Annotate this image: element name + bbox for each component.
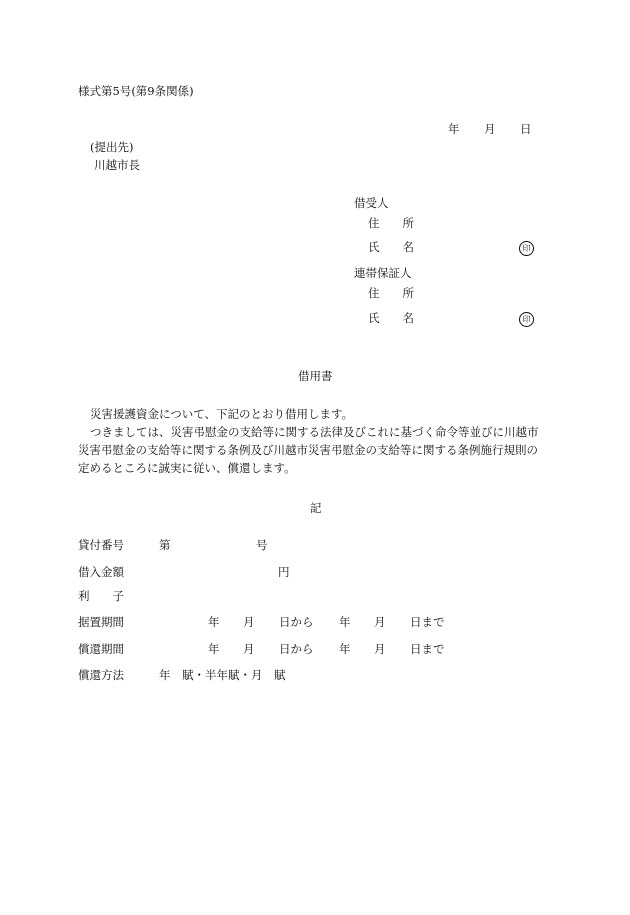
borrower-seal-icon: 印 (519, 241, 534, 256)
recipient-name: 川越市長 (94, 158, 140, 172)
repayment-year-1: 年 (208, 642, 220, 656)
repayment-month-2: 月 (374, 642, 386, 656)
deferral-label: 据置期間 (78, 615, 124, 629)
deferral-day-1: 日から (279, 615, 314, 629)
guarantor-heading: 連帯保証人 (354, 266, 412, 280)
date-year: 年 (448, 122, 460, 136)
form-label: 様式第5号(第9条関係) (78, 84, 194, 98)
deferral-month-2: 月 (374, 615, 386, 629)
guarantor-address-label: 住 所 (368, 286, 414, 300)
date-day: 日 (520, 122, 532, 136)
date-month: 月 (484, 122, 496, 136)
borrower-address-label: 住 所 (368, 216, 414, 230)
ki-heading: 記 (310, 501, 322, 515)
body-line-4: 定めるところに誠実に従い、償還します。 (78, 461, 296, 475)
repayment-day-1: 日から (279, 642, 314, 656)
loan-number-suffix: 号 (256, 538, 268, 552)
interest-label: 利 子 (78, 589, 124, 603)
recipient-label: (提出先) (90, 140, 134, 154)
deferral-month-1: 月 (243, 615, 255, 629)
loan-number-prefix: 第 (159, 538, 171, 552)
amount-unit: 円 (278, 565, 290, 579)
repayment-method-label: 償還方法 (78, 668, 124, 682)
repayment-period-label: 償還期間 (78, 642, 124, 656)
repayment-year-2: 年 (339, 642, 351, 656)
repayment-day-2: 日まで (410, 642, 445, 656)
deferral-day-2: 日まで (410, 615, 445, 629)
deferral-year-2: 年 (339, 615, 351, 629)
body-line-1: 災害援護資金について、下記のとおり借用します。 (90, 407, 354, 421)
body-line-2: つきましては、災害弔慰金の支給等に関する法律及びこれに基づく命令等並びに川越市 (90, 425, 539, 439)
deferral-year-1: 年 (208, 615, 220, 629)
guarantor-seal-icon: 印 (519, 312, 534, 327)
borrower-heading: 借受人 (354, 196, 389, 210)
repayment-method-options: 年 賦・半年賦・月 賦 (159, 668, 286, 682)
guarantor-name-label: 氏 名 (368, 311, 414, 325)
loan-number-label: 貸付番号 (78, 538, 124, 552)
document-title: 借用書 (298, 369, 333, 383)
body-line-3: 災害弔慰金の支給等に関する条例及び川越市災害弔慰金の支給等に関する条例施行規則の (78, 443, 538, 457)
repayment-month-1: 月 (243, 642, 255, 656)
borrower-name-label: 氏 名 (368, 240, 414, 254)
amount-label: 借入金額 (78, 565, 124, 579)
